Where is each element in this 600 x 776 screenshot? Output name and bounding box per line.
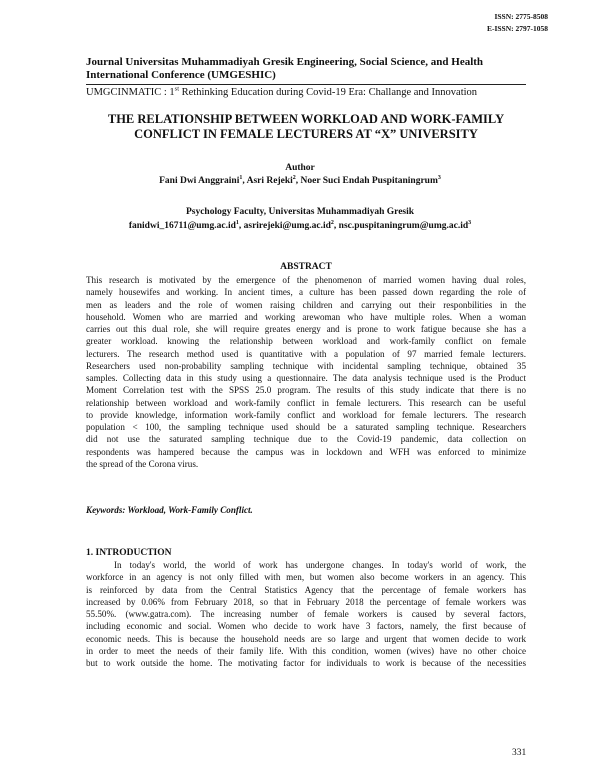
- abstract-line: This research is motivated by the emergence of the phenomenon of married women having dual roles,: [86, 275, 526, 285]
- abstract-body: [86, 274, 526, 470]
- introduction-line: including economic and social. Women who decide to work have 3 factors, namely, the first because of: [86, 621, 526, 632]
- abstract-line: did not use the saturated sampling technique due to the Covid-19 pandemic, data collection on: [86, 434, 526, 445]
- email-list: [60, 220, 540, 232]
- paper-title: [86, 112, 526, 142]
- abstract-line: respondents was hampered because the campus was in lockdown and WFH was enforced to minimize: [86, 446, 526, 457]
- introduction-line: but to work outside the home. The motivating factor for individuals to work is because of the necessities: [86, 658, 526, 668]
- abstract-line: household. Women who are married and working arewoman who have multiple roles. When a woman: [86, 311, 526, 322]
- author-heading: Author: [285, 163, 315, 173]
- keywords: Keywords: Workload, Work-Family Conflict.: [86, 505, 253, 515]
- email-3[interactable]: , nsc.puspitaningrum@umg.ac.id: [333, 221, 469, 231]
- author-2-sup: 2: [292, 174, 296, 181]
- abstract-line: men as leaders and the role of women raising children and carrying out their responbilities in the: [86, 299, 526, 310]
- conference-sup: st: [174, 85, 180, 93]
- abstract-line: to provide knowledge, information work-family conflict and workload for female lecturers. The research: [86, 409, 526, 420]
- author-1: Fani Dwi Anggraini: [159, 176, 240, 186]
- abstract-line: Moment Correlation test with the SPSS 25.0 program. The results of this study indicate that there is no: [86, 385, 526, 396]
- abstract-line: namely housewifes and working. In ancient times, a culture has been passed down regarding the role of: [86, 287, 526, 298]
- page-number: 331: [512, 748, 527, 758]
- conference-suffix: Rethinking Education during Covid-19 Era: Challange and Innovation: [179, 87, 478, 98]
- journal-name: Journal Universitas Muhammadiyah Gresik Engineering, Social Science, and Health International Conference (UMGESHIC): [86, 56, 484, 81]
- email-1[interactable]: fanidwi_16711@umg.ac.id: [128, 221, 236, 231]
- abstract-line: relationship between workload and work-family conflict in female lecturers. This research can be useful: [86, 397, 526, 408]
- eissn-label: E-ISSN: 2797-1058: [486, 24, 548, 33]
- email-2[interactable]: , asrirejeki@umg.ac.id: [238, 221, 331, 231]
- email-3-sup: 3: [468, 219, 472, 226]
- abstract-line: Researchers used non-probability sampling technique with incidental sampling technique, obtained 35: [86, 360, 526, 371]
- introduction-line: is reinforced by data from the Central Statistics Agency that the percentage of female workers has: [86, 584, 526, 595]
- abstract-heading: ABSTRACT: [280, 262, 332, 272]
- introduction-body: [86, 559, 526, 669]
- email-1-sup: 1: [235, 219, 239, 226]
- title-line-1: THE RELATIONSHIP BETWEEN WORKLOAD AND WORK-FAMILY: [107, 112, 505, 126]
- header-rule: [86, 84, 526, 85]
- conference-line: [86, 86, 526, 99]
- abstract-line: the spread of the Corona virus.: [86, 458, 199, 469]
- author-1-sup: 1: [239, 174, 243, 181]
- introduction-line: In today's world, the world of work has undergone changes. In today's world of work, the: [114, 560, 526, 570]
- abstract-line: greater workload. knowing the relationship between workload and work-family conflict on female: [86, 336, 526, 347]
- author-2: , Asri Rejeki: [242, 176, 293, 186]
- affiliation: Psychology Faculty, Universitas Muhammadiyah Gresik: [185, 207, 415, 217]
- introduction-line: 55.50%. (www.gatra.com). The increasing number of female workers is caused by several factors,: [86, 609, 526, 619]
- issn-label: ISSN: 2775-8508: [494, 12, 548, 21]
- introduction-line: workforce in an agency is not only filled with men, but women also become workers in an agency. This: [86, 572, 526, 583]
- introduction-line: increased by 0.06% from February 2018, so that in February 2018 the percentage of female workers was: [86, 596, 526, 607]
- author-list: [60, 175, 540, 187]
- abstract-line: lecturers. The research method used is quantitative with a population of 97 married female lecturers.: [86, 348, 526, 359]
- email-2-sup: 2: [330, 219, 334, 226]
- abstract-line: samples. Collecting data in this study using a questionnaire. The data analysis technique used is the Product: [86, 373, 526, 383]
- conference-prefix: UMGCINMATIC : 1: [86, 87, 175, 98]
- introduction-line: economic needs. This is because the household needs are so large and urgent that women decide to work: [86, 633, 526, 644]
- author-3: , Noer Suci Endah Puspitaningrum: [295, 176, 438, 186]
- abstract-line: carries out this dual role, she will require greates energy and is prone to work fatigue because she has a: [86, 324, 526, 334]
- abstract-line: population < 100, the sampling technique used should be a saturated sampling technique. Researchers: [86, 422, 526, 432]
- author-3-sup: 3: [437, 174, 441, 181]
- introduction-line: in order to meet the needs of their family life. With this condition, women (wives) have no other choice: [86, 645, 526, 656]
- title-line-2: CONFLICT IN FEMALE LECTURERS AT “X” UNIVERSITY: [134, 127, 478, 141]
- introduction-heading: 1. INTRODUCTION: [86, 548, 172, 558]
